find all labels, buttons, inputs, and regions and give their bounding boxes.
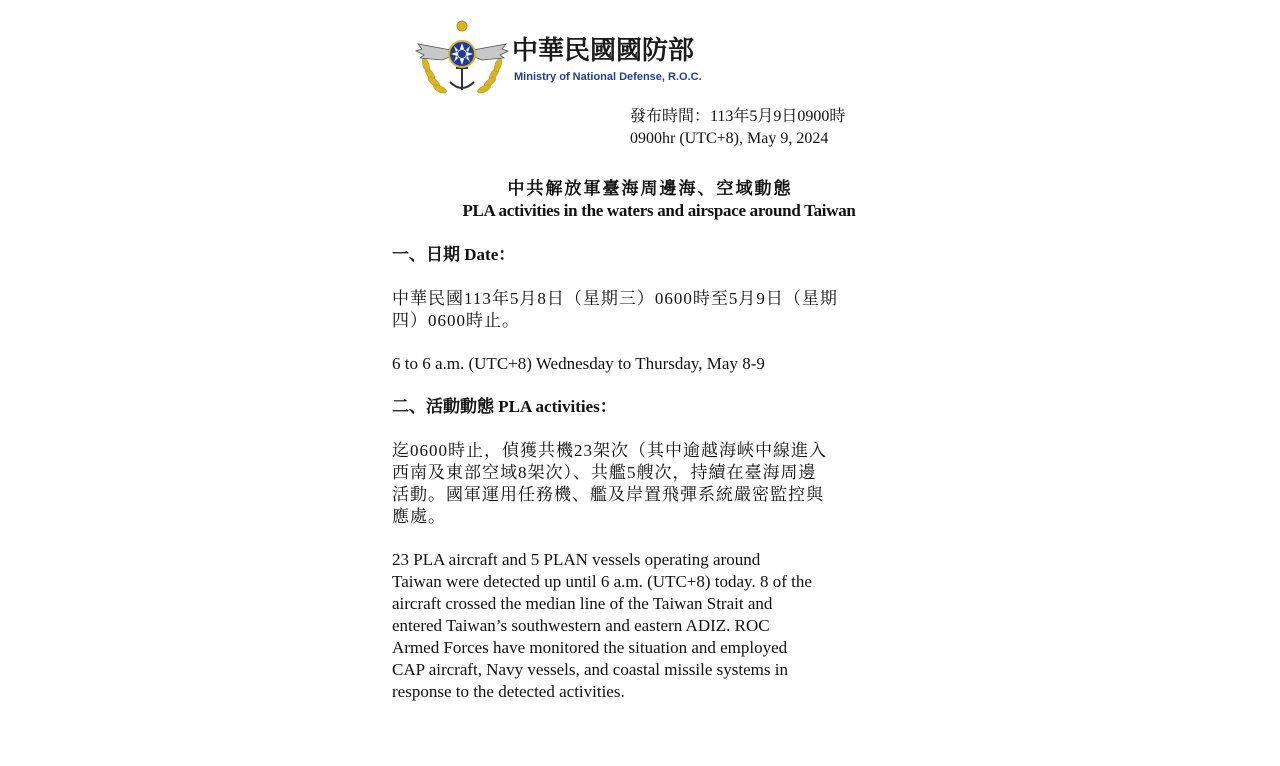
date-cn-line-1: 中華民國113年5月8日（星期三）0600時至5月9日（星期 xyxy=(392,289,838,308)
org-name-en: Ministry of National Defense, R.O.C. xyxy=(514,71,702,83)
org-name-cn: 中華民國國防部 xyxy=(512,36,695,66)
release-time-cn: 發布時間：113年5月9日0900時 xyxy=(630,108,846,125)
activities-en-line-4: entered Taiwan’s southwestern and eastern ADIZ. ROC xyxy=(392,616,770,635)
activities-cn-line-2: 西南及東部空域8架次）、共艦5艘次，持續在臺海周邊 xyxy=(392,463,817,482)
date-cn-line-2: 四）0600時止。 xyxy=(392,311,520,330)
activities-en-line-3: aircraft crossed the median line of the Taiwan Strait and xyxy=(392,594,773,613)
document-title-en: PLA activities in the waters and airspace around Taiwan xyxy=(462,201,856,220)
date-en: 6 to 6 a.m. (UTC+8) Wednesday to Thursday, May 8-9 xyxy=(392,354,765,373)
activities-heading: 二、活動動態 PLA activities： xyxy=(392,397,617,416)
document-title-cn: 中共解放軍臺海周邊海、空域動態 xyxy=(507,179,793,198)
activities-cn-line-4: 應處。 xyxy=(392,507,446,526)
activities-en-line-6: CAP aircraft, Navy vessels, and coastal missile systems in xyxy=(392,660,788,679)
activities-en-line-7: response to the detected activities. xyxy=(392,682,625,701)
activities-cn-line-3: 活動。國軍運用任務機、艦及岸置飛彈系統嚴密監控與 xyxy=(392,485,824,504)
release-time-en: 0900hr (UTC+8), May 9, 2024 xyxy=(630,130,829,147)
mnd-emblem-icon xyxy=(412,18,512,98)
activities-en-line-1: 23 PLA aircraft and 5 PLAN vessels operating around xyxy=(392,550,761,569)
activities-cn-line-1: 迄0600時止，偵獲共機23架次（其中逾越海峽中線進入 xyxy=(392,441,827,460)
date-heading: 一、日期 Date： xyxy=(392,245,516,264)
activities-en-line-2: Taiwan were detected up until 6 a.m. (UTC+8) today. 8 of the xyxy=(392,572,812,591)
activities-en-line-5: Armed Forces have monitored the situation and employed xyxy=(392,638,788,657)
